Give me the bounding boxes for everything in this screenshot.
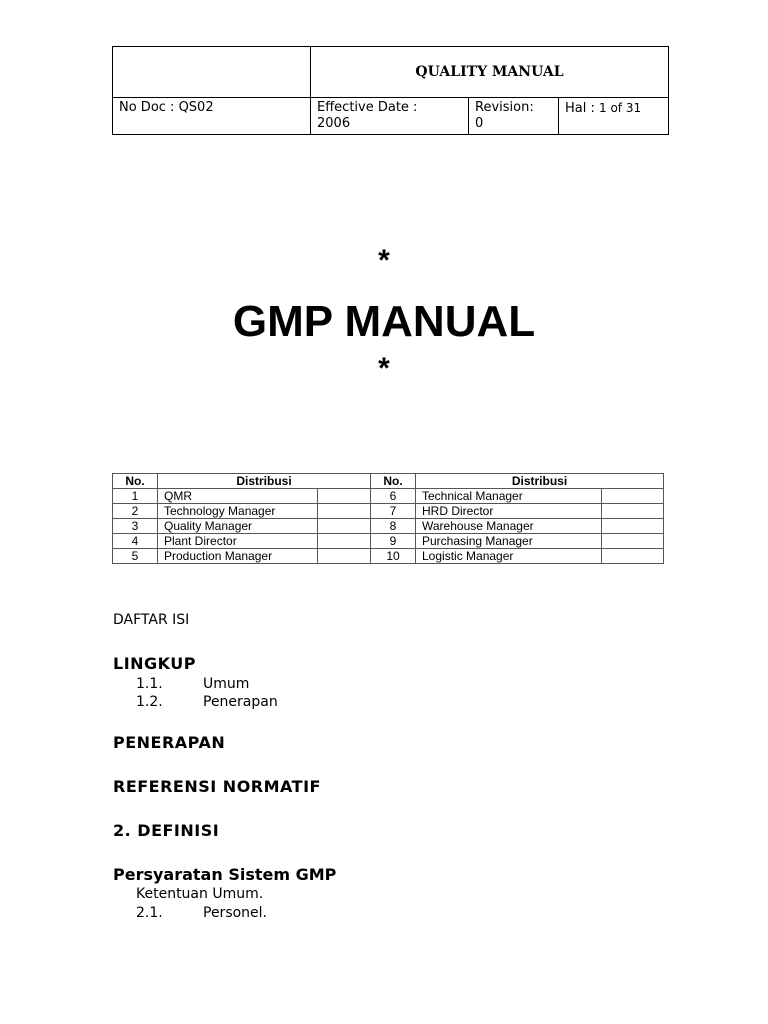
revision-cell <box>469 98 559 135</box>
row-no-left: 2 <box>113 504 158 519</box>
table-row <box>113 534 664 549</box>
revision-label: Revision: <box>475 100 534 115</box>
table-row <box>113 504 664 519</box>
header-no-left: No. <box>113 474 158 489</box>
row-empty-left <box>318 519 371 534</box>
star-top: * <box>378 244 390 277</box>
toc-ketentuan: Ketentuan Umum. <box>136 886 264 902</box>
document-header-table <box>112 46 669 135</box>
star-bottom: * <box>378 352 390 385</box>
row-empty-right <box>602 489 664 504</box>
toc-lingkup: LINGKUP <box>113 654 197 673</box>
toc-sub-item <box>136 905 267 921</box>
row-name-right: Purchasing Manager <box>416 534 602 549</box>
toc-heading: DAFTAR ISI <box>113 612 190 628</box>
toc-sub-label: Personel. <box>203 905 267 921</box>
row-empty-left <box>318 534 371 549</box>
toc-sub-item <box>136 676 249 692</box>
row-name-left: Technology Manager <box>158 504 318 519</box>
toc-sub-label: Umum <box>203 676 250 692</box>
row-empty-left <box>318 504 371 519</box>
row-no-left: 3 <box>113 519 158 534</box>
toc-sub-number: 1.2. <box>136 694 163 710</box>
row-name-right: HRD Director <box>416 504 602 519</box>
toc-sub-number: 2.1. <box>136 905 163 921</box>
toc-persyaratan: Persyaratan Sistem GMP <box>113 865 337 884</box>
table-row <box>113 519 664 534</box>
hal-label: Hal : <box>565 101 595 116</box>
effective-date-label: Effective Date : <box>317 100 418 115</box>
header-distribusi-right: Distribusi <box>416 474 664 489</box>
row-no-left: 5 <box>113 549 158 564</box>
row-name-right: Technical Manager <box>416 489 602 504</box>
row-empty-right <box>602 534 664 549</box>
toc-referensi: REFERENSI NORMATIF <box>113 777 321 796</box>
toc-penerapan: PENERAPAN <box>113 733 226 752</box>
row-no-right: 9 <box>371 534 416 549</box>
page-count-cell <box>559 98 669 135</box>
revision-value: 0 <box>475 116 484 131</box>
table-row <box>113 549 664 564</box>
toc-sub-item <box>136 694 278 710</box>
row-name-left: Plant Director <box>158 534 318 549</box>
distribution-table <box>112 473 664 564</box>
toc-sub-label: Penerapan <box>203 694 278 710</box>
row-empty-right <box>602 504 664 519</box>
table-row <box>113 489 664 504</box>
header-no-right: No. <box>371 474 416 489</box>
row-no-left: 4 <box>113 534 158 549</box>
quality-manual-title: QUALITY MANUAL <box>311 47 669 98</box>
effective-date-cell <box>311 98 469 135</box>
row-no-right: 10 <box>371 549 416 564</box>
effective-date-value: 2006 <box>317 116 351 131</box>
row-no-right: 6 <box>371 489 416 504</box>
main-title: GMP MANUAL <box>232 297 536 346</box>
row-no-right: 7 <box>371 504 416 519</box>
header-distribusi-left: Distribusi <box>158 474 371 489</box>
toc-sub-number: 1.1. <box>136 676 163 692</box>
row-name-left: Quality Manager <box>158 519 318 534</box>
row-name-right: Warehouse Manager <box>416 519 602 534</box>
toc-definisi: 2. DEFINISI <box>113 821 220 840</box>
hal-value: 1 of 31 <box>599 101 642 115</box>
row-name-left: Production Manager <box>158 549 318 564</box>
row-no-left: 1 <box>113 489 158 504</box>
row-empty-right <box>602 549 664 564</box>
row-empty-left <box>318 489 371 504</box>
row-no-right: 8 <box>371 519 416 534</box>
row-name-right: Logistic Manager <box>416 549 602 564</box>
row-name-left: QMR <box>158 489 318 504</box>
doc-number: No Doc : QS02 <box>113 98 311 135</box>
row-empty-right <box>602 519 664 534</box>
row-empty-left <box>318 549 371 564</box>
header-logo-cell <box>113 47 311 98</box>
